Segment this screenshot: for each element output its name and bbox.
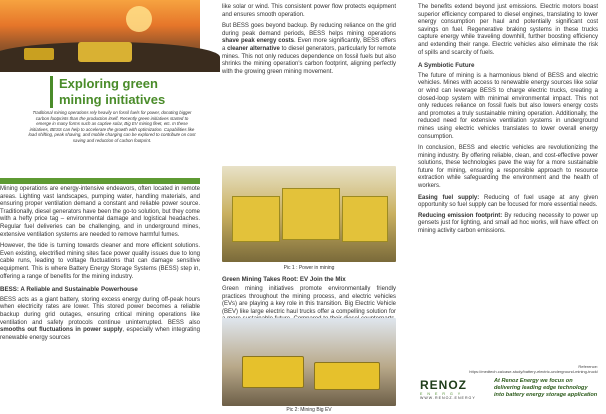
haul-truck-shape	[78, 42, 132, 62]
reference	[418, 364, 598, 374]
col3-bullet-fuel	[418, 195, 598, 210]
col1-paragraph-1: Mining operations are energy-intensive endeavors, often located in remote areas. Lighting vast landscapes, pumping water, handling materials, and ensuring proper ventilation demand a constant and reliable power source. Traditionally, diesel generators have been the go-to solution, but they come with a hefty price tag – environmental damage and logistical headaches. Regular fuel deliveries can be challenging, and in underground mines, extensive ventilation systems are needed to remove harmful fumes.	[0, 186, 200, 238]
col2-paragraph-2	[222, 23, 396, 76]
col3-paragraph-1: The benefits extend beyond just emissions. Electric motors boast superior efficiency compared to diesel engines, translating to lower energy consumption per haul and potentially significant cost savings on fuel. Regenerative braking systems in these trucks capture energy while traveling downhill, further boosting efficiency and extending their range. Electric vehicles also eliminate the risk of spills and scarcity of fuels.	[418, 4, 598, 56]
col3-bullet-emission	[418, 213, 598, 236]
column-2-ev-text	[222, 286, 396, 316]
col3-paragraph-3: In conclusion, BESS and electric vehicles are revolutionizing the mining industry. By offering reliable, clean, and cost-effective power solutions, these technologies pave the way for a more sustainable future for mining, ensuring a responsible approach to resource extraction while safeguarding the environment and the health of workers.	[418, 145, 598, 190]
col2-heading-ev: Green Mining Takes Root: EV Join the Mix	[222, 276, 346, 283]
logo-sub: E N E R G Y	[420, 392, 463, 396]
col2-paragraph-1: like solar or wind. This consistent power flow protects equipment and ensures smooth operation.	[222, 4, 396, 18]
col3-paragraph-2: The future of mining is a harmonious blend of BESS and electric vehicles. Mines with access to renewable energy sources like solar or wind can leverage BESS to charge electric trucks, creating a closed-loop system with minimal environmental impact. This not only reduces reliance on fossil fuels but also lowers energy costs and promotes a truly sustainable mining operation. Additionally, the reduced need for extensive ventilation systems in underground mines using electric vehicles translates to lower overall energy consumption.	[418, 72, 598, 140]
col2-p2-bold-1: shave peak energy costs	[222, 38, 294, 45]
pic-mining-big-ev	[222, 318, 396, 406]
ev-truck-shape	[242, 356, 304, 388]
page-title: Exploring green mining initiatives	[50, 76, 200, 108]
sun-shape	[126, 6, 152, 32]
renoz-logo	[420, 378, 490, 408]
col1-p3-text-a: BESS acts as a giant battery, storing excess energy during off-peak hours when electricity rates are lower. This stored power becomes a reliable backup during grid outages, ensuring critical mining operations like ventilation and safety protocols continue uninterrupted. BESS also	[0, 296, 200, 326]
caption-pic-1: Pic 1 : Power in mining	[283, 265, 335, 271]
column-2-middle	[222, 276, 396, 284]
reference-label: Reference:	[578, 364, 598, 369]
abstract: Traditional mining operations rely heavily on fossil fuels for power, donating bigger carbon footprints than the production itself. Recently green initiatives started to emerge in many forms such as captive solar, Big EV mining fleet, etc. In these initiatives, BESS can help to accelerate the growth with optimization. Capabilities like load shifting, peak shaving, and mobile charging can be explored to contribute on cost saving and reduction of carbon footprint.	[28, 110, 196, 143]
reference-link[interactable]: https://medtech.ca/case-study/battery-electric-underground-mining-truck/	[469, 369, 598, 374]
col2-p2-text-c: . Even more significantly, BESS offers a	[222, 38, 396, 52]
col2-p2-text-a: But BESS goes beyond backup. By reducing reliance on the grid during peak demand periods, BESS helps mining operations	[222, 23, 396, 37]
caption-pic-2: Pic 2: Mining Big EV	[286, 407, 332, 413]
column-1	[0, 186, 200, 342]
col1-p3-text-c: , especially when integrating renewable energy sources	[0, 327, 200, 341]
logo-website[interactable]: WWW.RENOZ.ENERGY	[420, 396, 476, 400]
hero-image	[0, 0, 200, 72]
logo-name: RENOZ	[420, 378, 467, 392]
col3-bullet-fuel-text: Reducing of fuel usage at any given opportunity so fuel supply can be focused for more essential needs.	[418, 194, 598, 209]
haul-truck-shape-small	[24, 48, 54, 60]
col2-paragraph-3: Green mining initiatives promote environmentally friendly practices throughout the mining process, and electric vehicles (EVs) are playing a key role in this transition. Big Electric Vehicle (BEV) like large electric haul trucks offer a compelling solution for	[222, 286, 396, 315]
col1-heading-bess: BESS: A Reliable and Sustainable Powerhouse	[0, 286, 138, 294]
col1-p3-bold: smooths out fluctuations in power supply	[0, 327, 123, 334]
col3-bullet-emission-text: By reducing necessity to power up gensets just for lighting, and small ad hoc works, will have effect on mining activity carbon emissions.	[418, 212, 598, 235]
col3-bullet-emission-label: Reducing emission footprint:	[418, 212, 503, 219]
column-2-top	[222, 4, 396, 76]
pic-power-in-mining	[222, 166, 396, 262]
ev-loader-shape	[314, 362, 380, 390]
col3-heading-symbiotic: A Symbiotic Future	[418, 62, 475, 70]
tagline: At Renoz Energy we focus on delivering leading edge technology into battery energy storage application	[494, 378, 598, 398]
col2-p2-text-e: to diesel generators, particularly for remote mines. This not only reduces dependence on fossil fuels but also shrinks the mining operation's carbon footprint, aligning perfectly with the growing green mining movement.	[222, 45, 396, 75]
column-3	[418, 4, 598, 236]
bess-container-shape	[232, 196, 280, 242]
col2-p2-bold-2: cleaner alternative	[227, 45, 280, 52]
bess-container-shape	[342, 196, 388, 242]
col3-bullet-fuel-label: Easing fuel supply:	[418, 194, 480, 201]
col1-paragraph-2: However, the tide is turning towards cleaner and more efficient solutions. Even existing, electrified mining sites face power quality issues due to long cable runs, leading to voltage fluctuations that can damage sensitive equipment. This is where Battery Energy Storage Systems (BESS) step in, offering a range of benefits for the mining industry.	[0, 243, 200, 280]
bess-container-shape	[282, 188, 340, 240]
green-divider	[0, 178, 200, 184]
col1-paragraph-3	[0, 297, 200, 343]
